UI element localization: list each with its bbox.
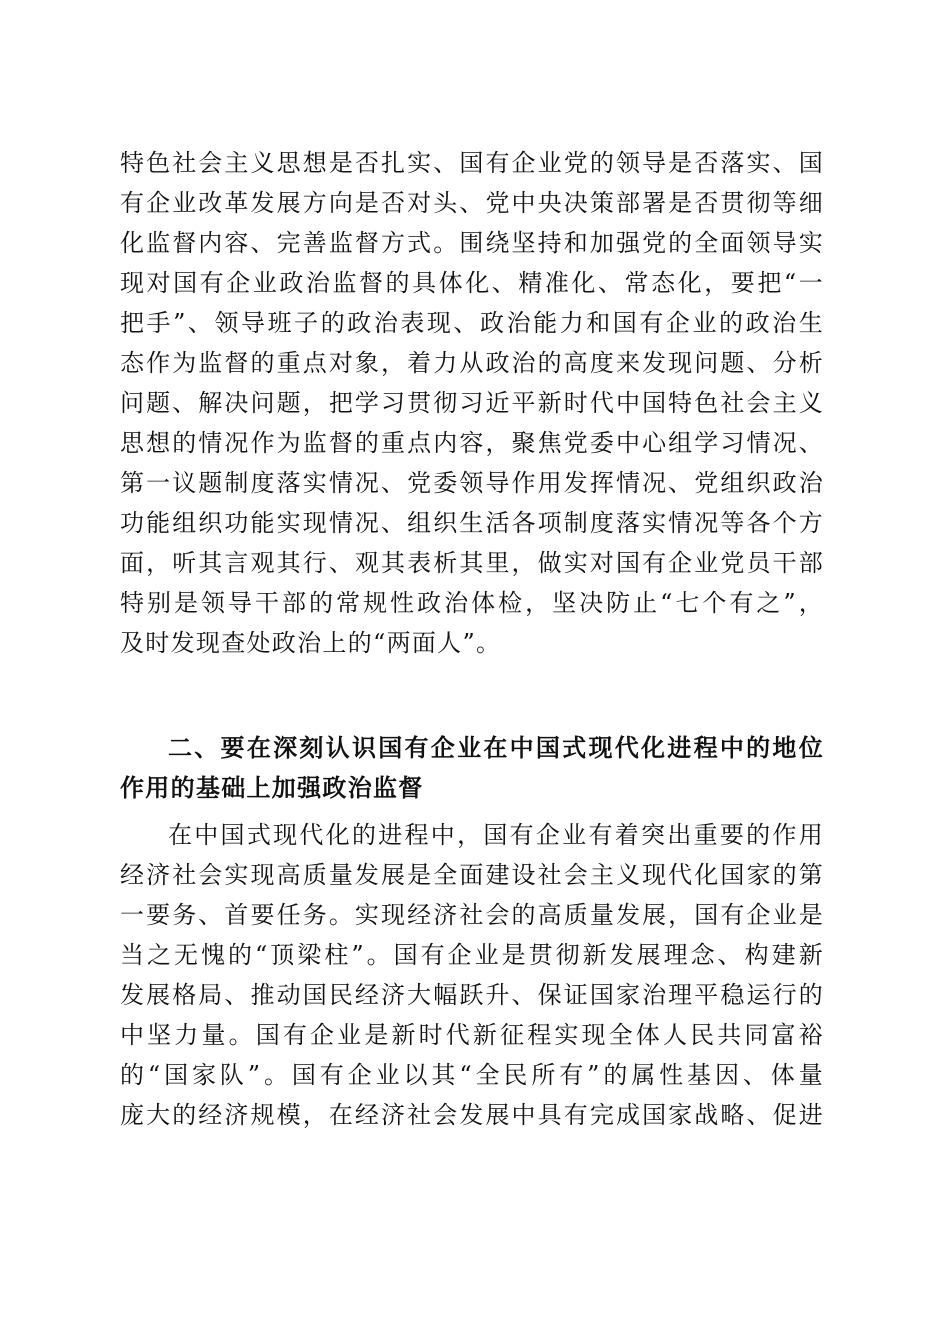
text-line: 特别是领导干部的常规性政治体检，坚决防止“七个有之”， [120,589,824,617]
section-heading-2 [120,728,824,808]
text-line: 一要务、首要任务。实现经济社会的高质量发展，国有企业是 [120,901,824,929]
text-line: 态作为监督的重点对象，着力从政治的高度来发现问题、分析 [120,349,824,377]
text-line: 庞大的经济规模，在经济社会发展中具有完成国家战略、促进 [120,1101,824,1129]
text-line: 特色社会主义思想是否扎实、国有企业党的领导是否落实、国 [120,149,824,177]
text-line: 经济社会实现高质量发展是全面建设社会主义现代化国家的第 [120,861,824,889]
body-paragraph-1 [120,143,824,663]
text-line: 及时发现查处政治上的“两面人”。 [120,629,502,657]
text-line: 思想的情况作为监督的重点内容，聚焦党委中心组学习情况、 [120,429,824,457]
text-line: 当之无愧的“顶梁柱”。国有企业是贯彻新发展理念、构建新 [120,941,824,969]
body-paragraph-2 [120,815,824,1135]
text-line: 的“国家队”。国有企业以其“全民所有”的属性基因、体量 [120,1061,824,1089]
text-line: 现对国有企业政治监督的具体化、精准化、常态化，要把“一 [120,269,824,297]
text-line: 有企业改革发展方向是否对头、党中央决策部署是否贯彻等细 [120,189,824,217]
text-line: 功能组织功能实现情况、组织生活各项制度落实情况等各个方 [120,509,824,537]
heading-line: 作用的基础上加强政治监督 [120,774,424,802]
text-line: 问题、解决问题，把学习贯彻习近平新时代中国特色社会主义 [120,389,824,417]
text-line: 在中国式现代化的进程中，国有企业有着突出重要的作用 [168,821,824,849]
text-line: 发展格局、推动国民经济大幅跃升、保证国家治理平稳运行的 [120,981,824,1009]
text-line: 把手”、领导班子的政治表现、政治能力和国有企业的政治生 [120,309,824,337]
text-line: 中坚力量。国有企业是新时代新征程实现全体人民共同富裕 [120,1021,824,1049]
text-line: 第一议题制度落实情况、党委领导作用发挥情况、党组织政治 [120,469,824,497]
heading-line: 二、要在深刻认识国有企业在中国式现代化进程中的地位 [168,734,824,762]
text-line: 面，听其言观其行、观其表析其里，做实对国有企业党员干部 [120,549,824,577]
text-line: 化监督内容、完善监督方式。围绕坚持和加强党的全面领导实 [120,229,824,257]
